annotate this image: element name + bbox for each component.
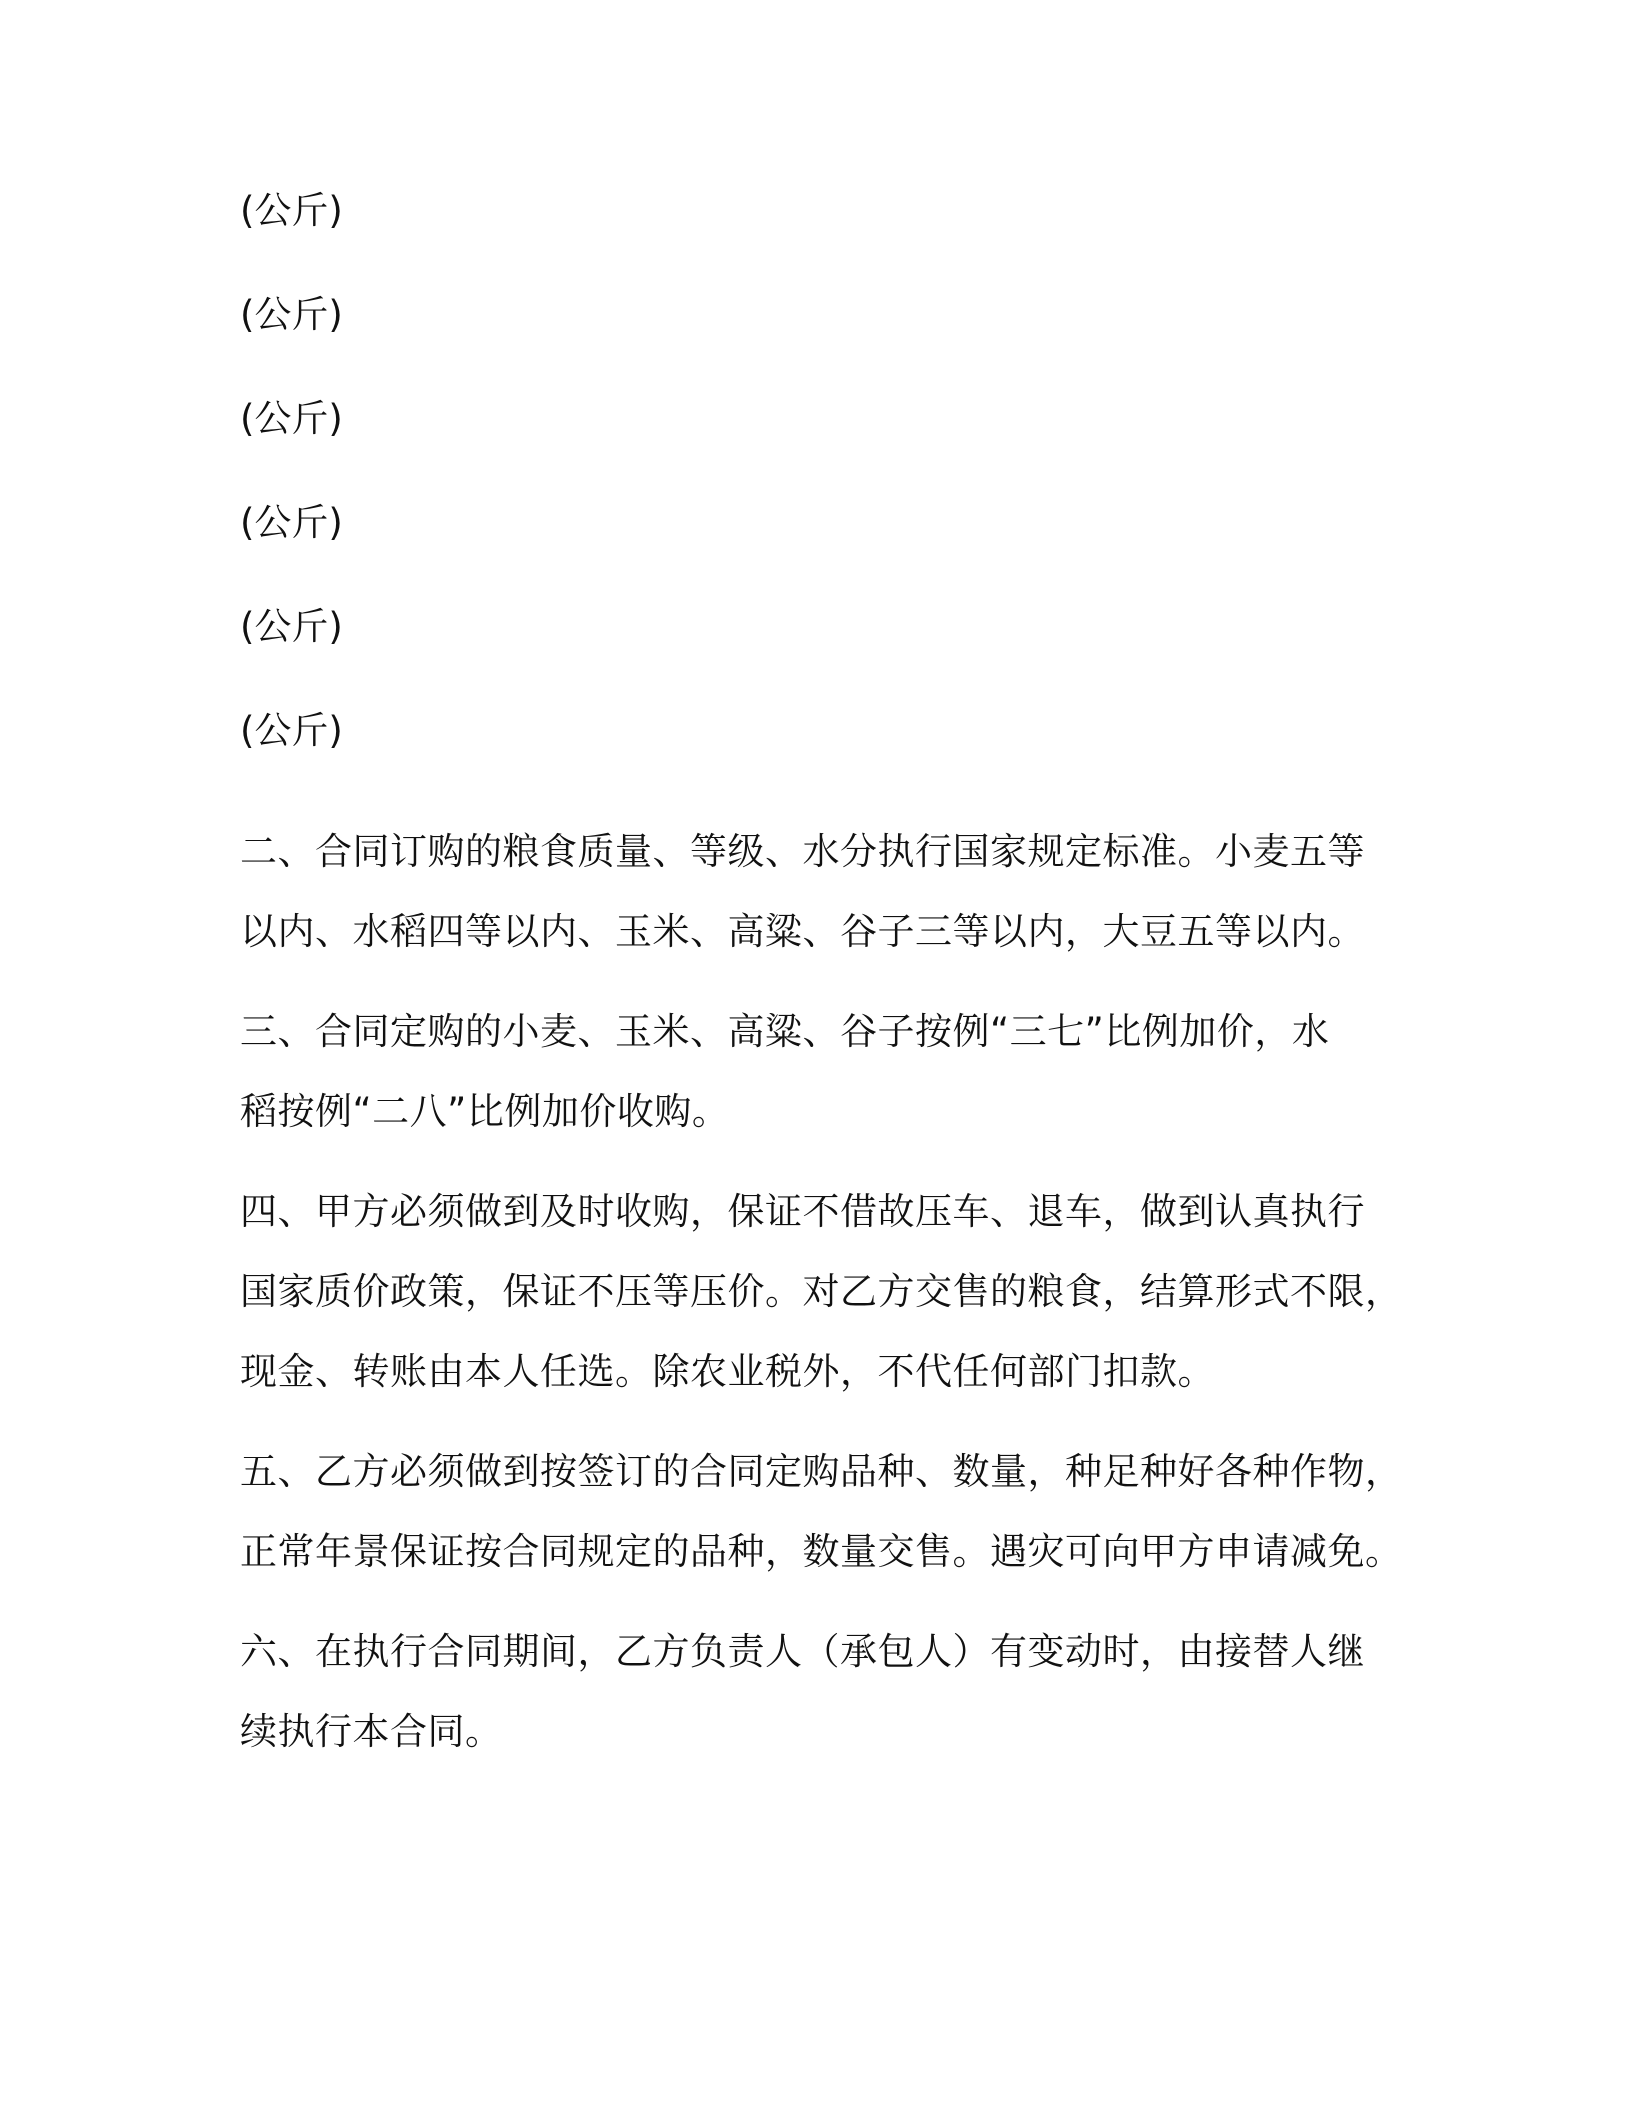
clause-5-party-b-duties xyxy=(240,1432,1410,1592)
clause-line: 正常年景保证按合同规定的品种，数量交售。遇灾可向甲方申请减免。 xyxy=(240,1530,1403,1573)
unit-label: (公斤) xyxy=(240,293,343,336)
document-body xyxy=(240,186,1410,1792)
clause-2-quality-standard xyxy=(240,812,1410,972)
clause-line: 三、合同定购的小麦、玉米、高粱、谷子按例“三七”比例加价，水 xyxy=(240,1010,1330,1053)
clause-6-change-of-responsible-person xyxy=(240,1612,1410,1772)
clause-line: 六、在执行合同期间，乙方负责人（承包人）有变动时，由接替人继 xyxy=(240,1630,1365,1673)
clause-line: 四、甲方必须做到及时收购，保证不借故压车、退车，做到认真执行 xyxy=(240,1190,1365,1233)
clause-line: 以内、水稻四等以内、玉米、高粱、谷子三等以内，大豆五等以内。 xyxy=(240,910,1365,953)
clause-line: 现金、转账由本人任选。除农业税外，不代任何部门扣款。 xyxy=(240,1350,1215,1393)
clause-line: 五、乙方必须做到按签订的合同定购品种、数量，种足种好各种作物， xyxy=(240,1450,1403,1493)
unit-label: (公斤) xyxy=(240,605,343,648)
unit-label: (公斤) xyxy=(240,501,343,544)
unit-label: (公斤) xyxy=(240,709,343,752)
clause-line: 续执行本合同。 xyxy=(240,1710,503,1753)
unit-label: (公斤) xyxy=(240,189,343,232)
clause-line: 二、合同订购的粮食质量、等级、水分执行国家规定标准。小麦五等 xyxy=(240,830,1365,873)
unit-list xyxy=(240,186,1410,756)
clause-line: 国家质价政策，保证不压等压价。对乙方交售的粮食，结算形式不限， xyxy=(240,1270,1403,1313)
clause-3-price-markup xyxy=(240,992,1410,1152)
unit-label: (公斤) xyxy=(240,397,343,440)
clause-4-party-a-duties xyxy=(240,1172,1410,1412)
clause-line: 稻按例“二八”比例加价收购。 xyxy=(240,1090,730,1133)
